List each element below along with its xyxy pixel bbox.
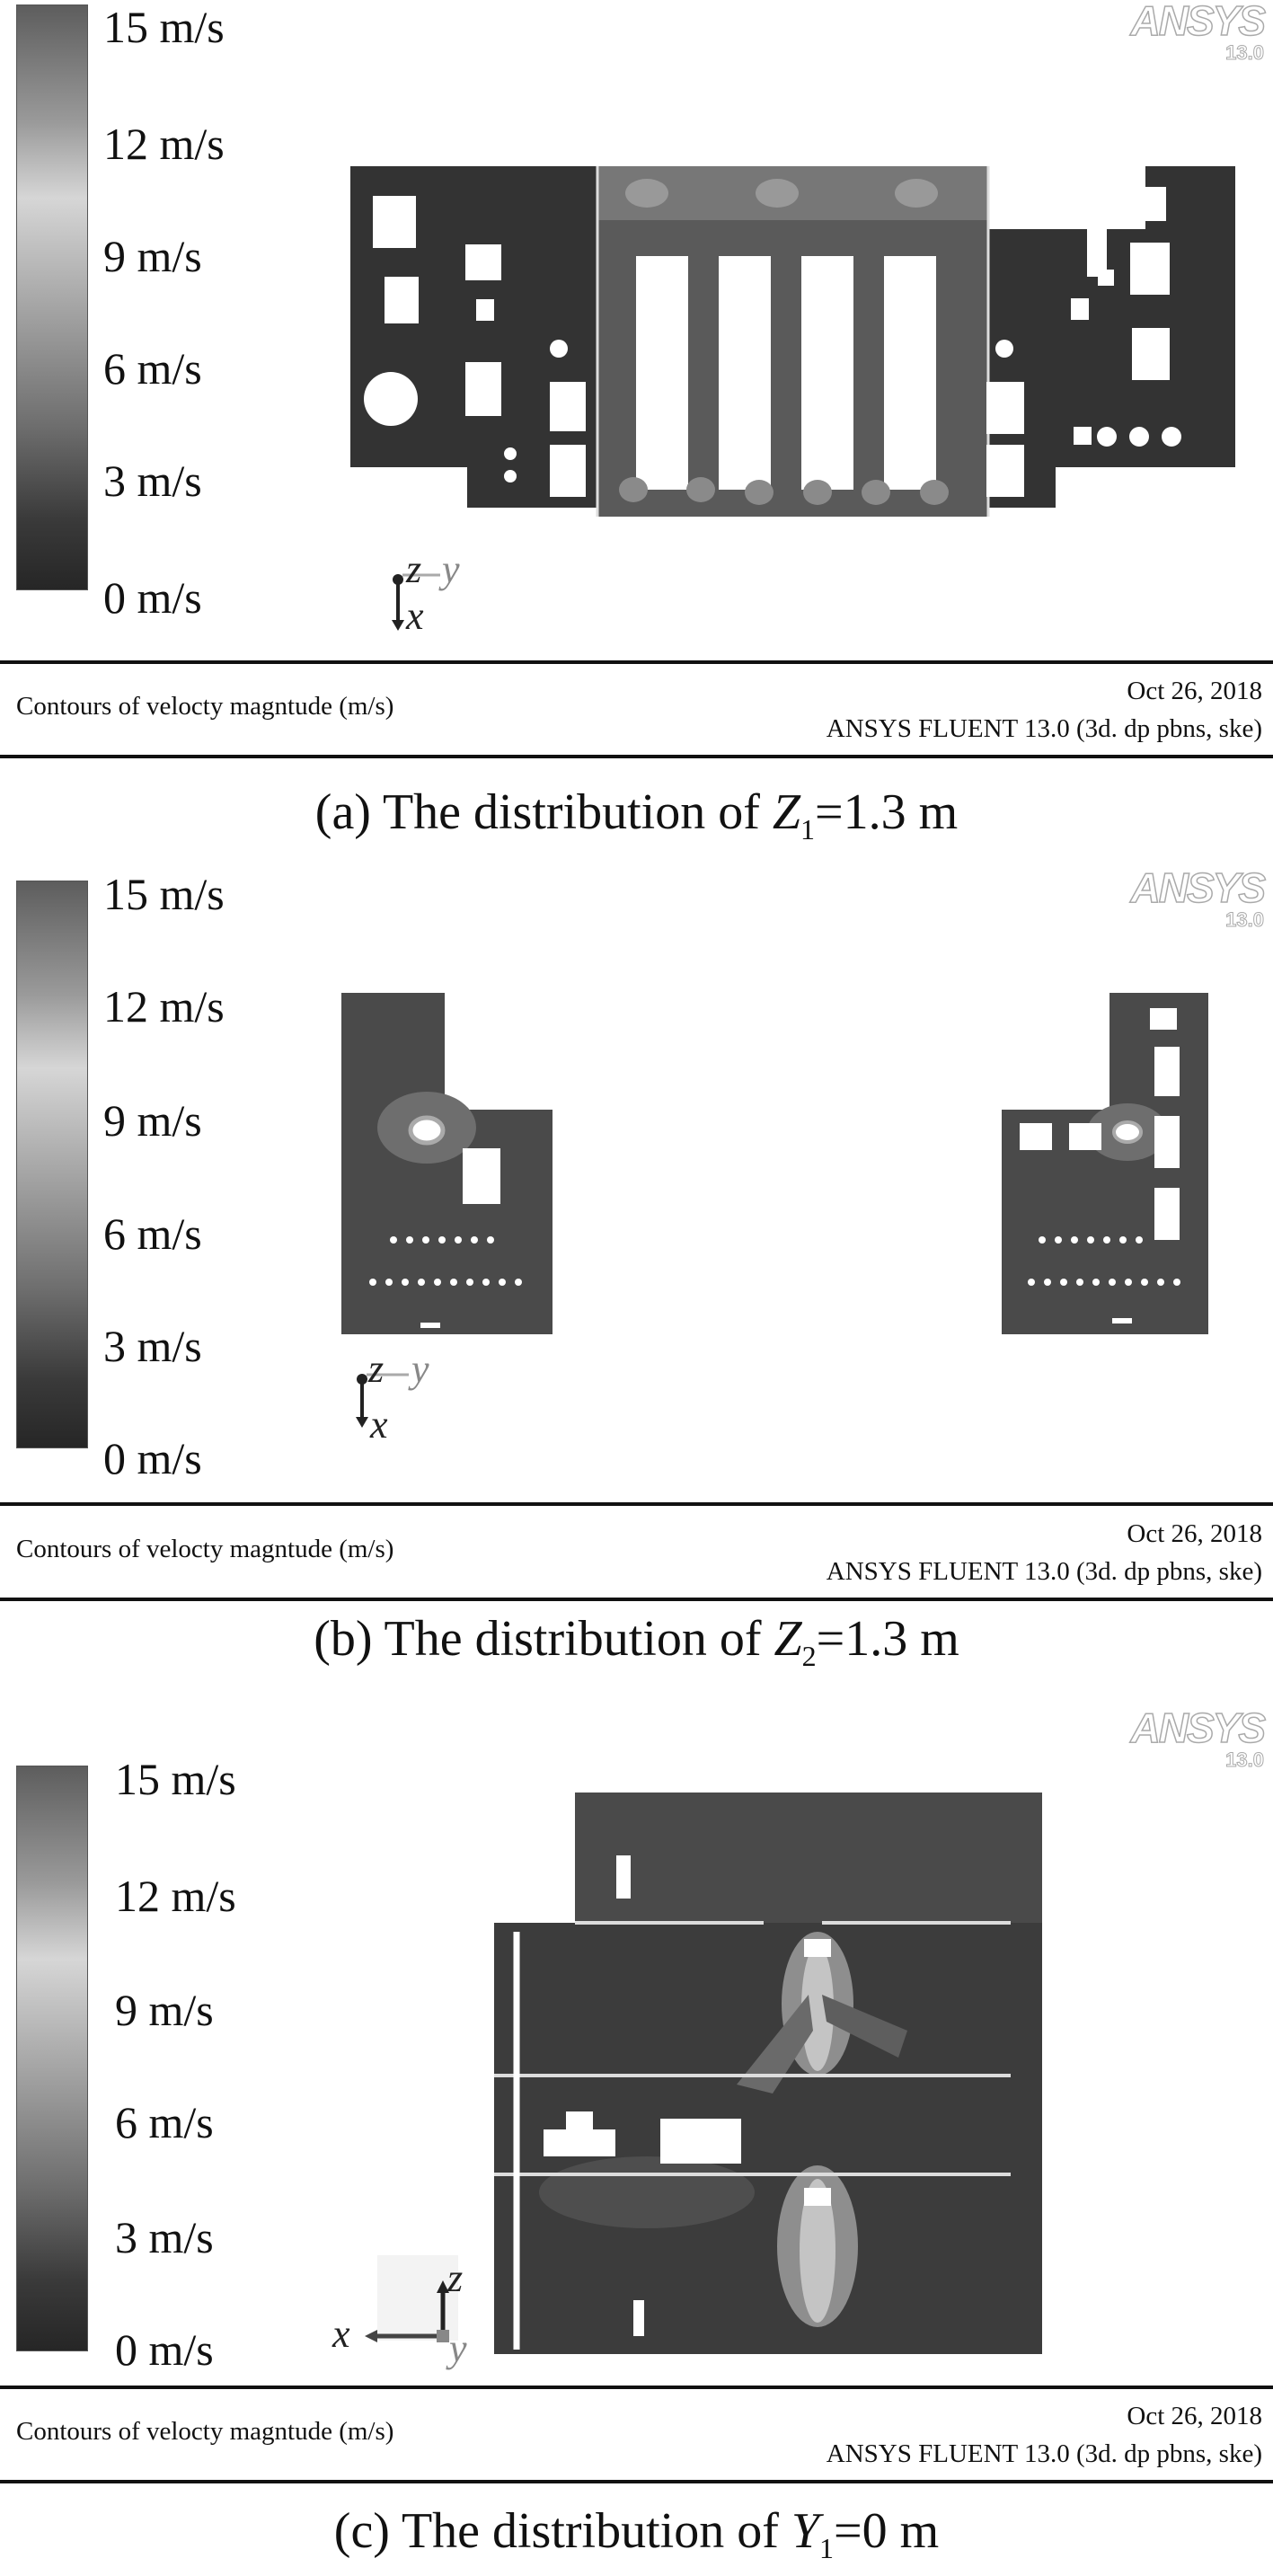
footer-rule — [0, 2480, 1273, 2483]
footer-date: Oct 26, 2018 — [1127, 2402, 1262, 2430]
footer-solver: ANSYS FLUENT 13.0 (3d. dp pbns, ske) — [826, 714, 1262, 744]
colorbar-label: 6 m/s — [115, 2097, 214, 2147]
axis-label-z: z — [406, 547, 422, 591]
footer-date: Oct 26, 2018 — [1127, 677, 1262, 705]
velocity-contour-plot-c — [0, 1704, 1273, 2390]
footer-plot-title: Contours of velocty magntude (m/s) — [16, 2417, 394, 2446]
axis-label-x: x — [406, 594, 424, 638]
caption-c: (c) The distribution of $Y_1=0$ m — [333, 2503, 940, 2565]
figure-panel-b — [0, 863, 1273, 1608]
footer-rule — [0, 755, 1273, 758]
footer-solver: ANSYS FLUENT 13.0 (3d. dp pbns, ske) — [826, 1557, 1262, 1587]
colorbar-label: 9 m/s — [115, 1985, 214, 2035]
ansys-logo: ANSYS 13.0 — [1130, 0, 1264, 64]
colorbar-label: 6 m/s — [103, 1208, 202, 1259]
colorbar-label: 0 m/s — [103, 572, 202, 623]
footer-rule — [0, 1502, 1273, 1506]
footer-info — [827, 2397, 1262, 2473]
colorbar-label: 12 m/s — [103, 119, 225, 169]
axis-triad — [356, 1347, 429, 1447]
axis-triad — [332, 2255, 467, 2370]
footer-solver: ANSYS FLUENT 13.0 (3d. dp pbns, ske) — [826, 2439, 1262, 2469]
colorbar-label: 15 m/s — [115, 1754, 236, 1804]
ansys-logo: ANSYS 13.0 — [1130, 864, 1264, 931]
colorbar-label: 6 m/s — [103, 343, 202, 394]
colorbar-label: 9 m/s — [103, 1095, 202, 1146]
ansys-logo: ANSYS 13.0 — [1130, 1704, 1264, 1771]
footer-rule — [0, 1598, 1273, 1601]
footer-plot-title: Contours of velocty magntude (m/s) — [16, 692, 394, 721]
axis-label-x: x — [370, 1403, 388, 1447]
velocity-contour-plot-a — [0, 0, 1273, 665]
colorbar-label: 0 m/s — [103, 1433, 202, 1483]
colorbar-label: 12 m/s — [103, 981, 225, 1031]
footer-plot-title: Contours of velocty magntude (m/s) — [16, 1535, 394, 1563]
caption-b: (b) The distribution of $Z_2=1.3$ m — [314, 1611, 959, 1673]
colorbar-label: 3 m/s — [103, 1321, 202, 1371]
axis-label-z: z — [447, 2256, 464, 2300]
footer-info — [827, 672, 1262, 748]
colorbar-label: 3 m/s — [115, 2212, 214, 2262]
colorbar-label: 3 m/s — [103, 456, 202, 506]
footer-date: Oct 26, 2018 — [1127, 1519, 1262, 1548]
footer-rule — [0, 2386, 1273, 2389]
axis-label-y: y — [411, 1347, 429, 1391]
colorbar-label: 15 m/s — [103, 869, 225, 919]
footer-info — [827, 1515, 1262, 1590]
figure-panel-a — [0, 0, 1273, 759]
axis-label-y: y — [442, 547, 460, 591]
colorbar-label: 15 m/s — [103, 2, 225, 52]
axis-label-z: z — [368, 1347, 385, 1391]
caption-a: (a) The distribution of $Z_1=1.3$ m — [314, 784, 959, 846]
axis-triad — [392, 547, 460, 638]
velocity-contour-plot-b — [0, 863, 1273, 1509]
colorbar-label: 12 m/s — [115, 1871, 236, 1921]
axis-label-x: x — [332, 2312, 350, 2356]
figure-panel-c — [0, 1704, 1273, 2498]
colorbar-label: 9 m/s — [103, 231, 202, 281]
footer-rule — [0, 660, 1273, 664]
axis-label-y: y — [449, 2326, 467, 2370]
colorbar-label: 0 m/s — [115, 2324, 214, 2375]
